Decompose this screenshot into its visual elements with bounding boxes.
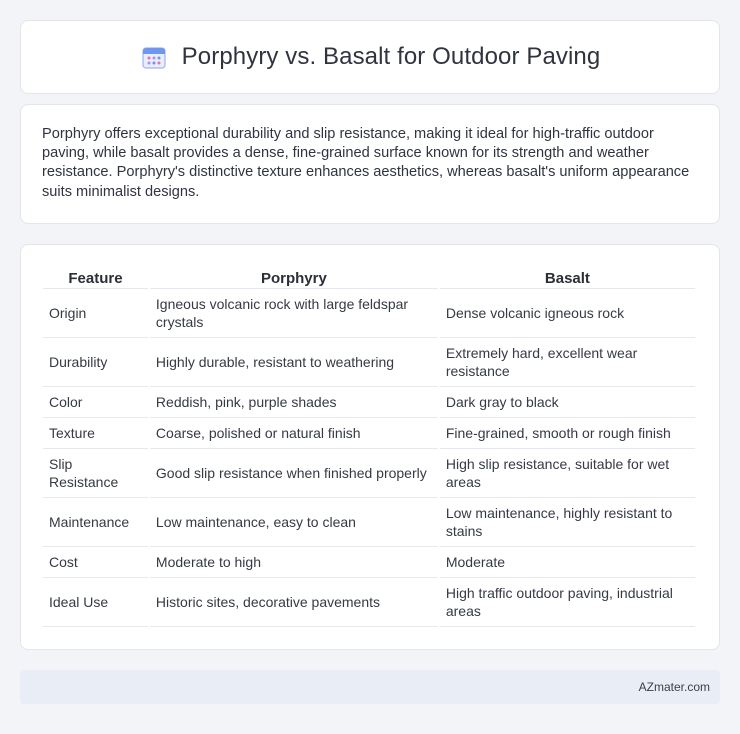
porphyry-cell: Historic sites, decorative pavements (150, 578, 438, 627)
porphyry-cell: Coarse, polished or natural finish (150, 418, 438, 449)
table-row (43, 578, 695, 627)
table-row (43, 289, 695, 338)
comparison-table (41, 265, 697, 627)
table-row (43, 338, 695, 387)
page-title: Porphyry vs. Basalt for Outdoor Paving (181, 43, 601, 70)
porphyry-cell: Moderate to high (150, 547, 438, 578)
basalt-cell: Dense volcanic igneous rock (440, 289, 695, 338)
table-row (43, 418, 695, 449)
summary-card (20, 104, 720, 224)
porphyry-cell: Reddish, pink, purple shades (150, 387, 438, 418)
table-header-row (43, 265, 695, 289)
summary-text: Porphyry offers exceptional durability and slip resistance, making it ideal for high-traffic outdoor paving, while basalt provides a dense, fine-grained surface known for its strength and weather resistance. Porphyry's distinctive texture enhances aesthetics, whereas basalt's uniform appearance suits minimalist designs. (42, 126, 690, 200)
basalt-cell: Fine-grained, smooth or rough finish (440, 418, 695, 449)
table-row (43, 387, 695, 418)
feature-cell: Cost (43, 547, 148, 578)
basalt-cell: High slip resistance, suitable for wet areas (440, 449, 695, 498)
feature-cell: Ideal Use (43, 578, 148, 627)
header-basalt: Basalt (440, 265, 695, 289)
feature-cell: Color (43, 387, 148, 418)
title-card (20, 20, 720, 94)
table-row (43, 498, 695, 547)
feature-cell: Maintenance (43, 498, 148, 547)
header-feature: Feature (43, 265, 148, 289)
basalt-cell: Dark gray to black (440, 387, 695, 418)
basalt-cell: Low maintenance, highly resistant to stains (440, 498, 695, 547)
feature-cell: Slip Resistance (43, 449, 148, 498)
basalt-cell: Moderate (440, 547, 695, 578)
feature-cell: Durability (43, 338, 148, 387)
footer (20, 670, 720, 704)
table-row (43, 449, 695, 498)
porphyry-cell: Highly durable, resistant to weathering (150, 338, 438, 387)
table-row (43, 547, 695, 578)
title-group (140, 43, 601, 71)
feature-cell: Origin (43, 289, 148, 338)
porphyry-cell: Good slip resistance when finished properly (150, 449, 438, 498)
basalt-cell: High traffic outdoor paving, industrial areas (440, 578, 695, 627)
header-porphyry: Porphyry (150, 265, 438, 289)
footer-credit: AZmater.com (638, 680, 710, 694)
feature-cell: Texture (43, 418, 148, 449)
calendar-icon (140, 43, 168, 71)
basalt-cell: Extremely hard, excellent wear resistance (440, 338, 695, 387)
porphyry-cell: Low maintenance, easy to clean (150, 498, 438, 547)
comparison-card (20, 244, 720, 650)
porphyry-cell: Igneous volcanic rock with large feldspar crystals (150, 289, 438, 338)
